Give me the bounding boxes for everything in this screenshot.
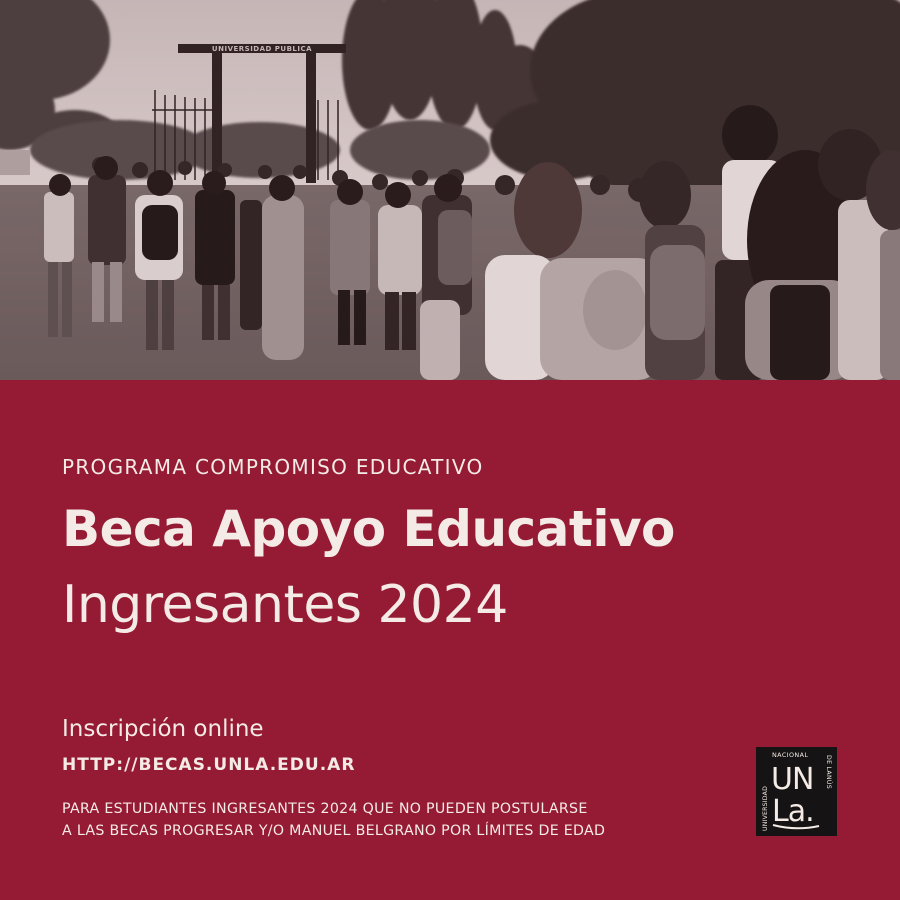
students-entering-gate-illustration [0, 0, 900, 380]
gate-sign: UNIVERSIDAD PUBLICA [211, 45, 313, 53]
logo-de-lanus-text: DE LANÚS [825, 755, 832, 789]
logo-un-text: UN [771, 762, 814, 797]
unla-logo-mark [756, 747, 837, 836]
page-title: Beca Apoyo Educativo [62, 500, 675, 558]
logo-nacional-text: NACIONAL [772, 751, 809, 759]
logo-universidad-text: UNIVERSIDAD [762, 785, 769, 831]
logo-la-text: La. [772, 794, 814, 829]
students-photo [0, 0, 900, 380]
eligibility-note [62, 798, 605, 842]
unla-logo [756, 747, 837, 836]
eligibility-note-line-2: A LAS BECAS PROGRESAR Y/O MANUEL BELGRANO POR LÍMITES DE EDAD [62, 823, 606, 839]
program-name: PROGRAMA COMPROMISO EDUCATIVO [62, 455, 484, 479]
subtitle: Ingresantes 2024 [62, 575, 508, 635]
eligibility-note-line-1: PARA ESTUDIANTES INGRESANTES 2024 QUE NO PUEDEN POSTULARSE [62, 801, 588, 817]
signup-label: Inscripción online [62, 716, 264, 742]
signup-link[interactable]: HTTP://BECAS.UNLA.EDU.AR [62, 755, 356, 775]
